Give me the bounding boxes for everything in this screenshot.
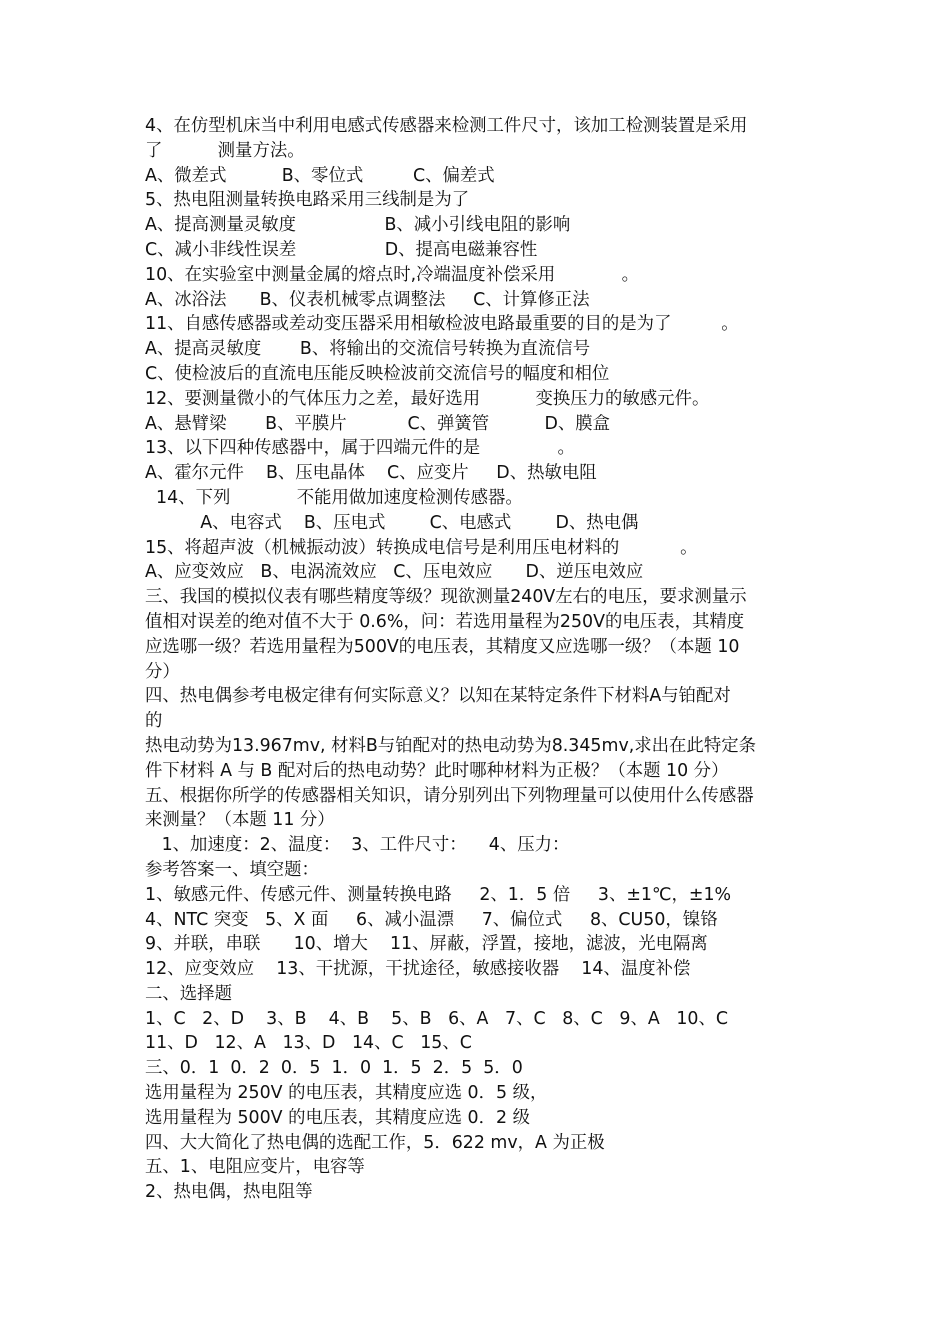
text-line: 了 测量方法。 (145, 140, 305, 161)
text-line: 10、在实验室中测量金属的熔点时,冷端温度补偿采用 。 (145, 264, 639, 285)
text-line: 15、将超声波（机械振动波）转换成电信号是利用压电材料的 。 (145, 537, 698, 558)
text-line: 的 (145, 711, 163, 732)
text-line: 5、热电阻测量转换电路采用三线制是为了 (145, 190, 470, 211)
text-line: 2、热电偶，热电阻等 (145, 1182, 313, 1203)
text-line: 4、NTC 突变 5、X 面 6、减小温漂 7、偏位式 8、CU50，镍铬 (145, 909, 718, 930)
text-line: 4、在仿型机床当中利用电感式传感器来检测工件尺寸，该加工检测装置是采用 (145, 116, 748, 136)
text-line: 四、热电偶参考电极定律有何实际意义？以知在某特定条件下材料A与铂配对 (145, 686, 731, 707)
text-line: 三、我国的模拟仪表有哪些精度等级？现欲测量240V左右的电压，要求测量示 (145, 587, 747, 608)
text-line: 14、下列 不能用做加速度检测传感器。 (145, 487, 523, 508)
text-line: 来测量？（本题 11 分） (145, 810, 335, 831)
text-line: 参考答案一、填空题： (145, 859, 319, 880)
text-line: 二、选择题 (145, 983, 232, 1004)
text-line: 四、大大简化了热电偶的选配工作，5．622 mv，A 为正极 (145, 1132, 605, 1153)
text-line: 12、要测量微小的气体压力之差，最好选用 变换压力的敏感元件。 (145, 388, 710, 409)
text-line: A、冰浴法 B、仪表机械零点调整法 C、计算修正法 (145, 289, 590, 310)
text-line: 件下材料 A 与 B 配对后的热电动势？此时哪种材料为正极？（本题 10 分） (145, 760, 729, 781)
text-line: 9、并联，串联 10、增大 11、屏蔽，浮置，接地，滤波，光电隔离 (145, 934, 708, 955)
text-line: C、使检波后的直流电压能反映检波前交流信号的幅度和相位 (145, 363, 610, 384)
text-line: 应选哪一级？若选用量程为500V的电压表，其精度又应选哪一级？（本题 10 (145, 636, 740, 657)
text-line: 11、D 12、A 13、D 14、C 15、C (145, 1033, 472, 1054)
text-line: 分） (145, 661, 180, 682)
text-line: 1、C 2、D 3、B 4、B 5、B 6、A 7、C 8、C 9、A 10、C (145, 1008, 729, 1029)
text-line: 1、敏感元件、传感元件、测量转换电路 2、1．5 倍 3、±1℃，±1% (145, 884, 732, 905)
text-line: 13、以下四种传感器中，属于四端元件的是 。 (145, 438, 575, 459)
text-line: A、悬臂梁 B、平膜片 C、弹簧管 D、膜盒 (145, 413, 611, 434)
document-body (145, 114, 825, 1205)
text-line: A、电容式 B、压电式 C、电感式 D、热电偶 (145, 512, 639, 533)
text-line: 三、0．1 0．2 0．5 1．0 1．5 2．5 5．0 (145, 1058, 523, 1079)
text-line: A、提高测量灵敏度 B、减小引线电阻的影响 (145, 215, 571, 236)
text-line: 五、1、电阻应变片，电容等 (145, 1157, 365, 1178)
text-line: 11、自感传感器或差动变压器采用相敏检波电路最重要的目的是为了 。 (145, 314, 739, 335)
text-line: 五、根据你所学的传感器相关知识，请分别列出下列物理量可以使用什么传感器 (145, 785, 754, 806)
text-line: 选用量程为 500V 的电压表，其精度应选 0．2 级 (145, 1107, 530, 1128)
text-line: A、微差式 B、零位式 C、偏差式 (145, 165, 495, 186)
text-line: 值相对误差的绝对值不大于 0.6%，问：若选用量程为250V的电压表，其精度 (145, 611, 745, 632)
text-line: 选用量程为 250V 的电压表，其精度应选 0．5 级， (145, 1083, 548, 1104)
text-line: A、提高灵敏度 B、将输出的交流信号转换为直流信号 (145, 339, 591, 360)
text-line: 1、加速度：2、温度： 3、工件尺寸： 4、压力： (145, 835, 570, 856)
text-line: C、减小非线性误差 D、提高电磁兼容性 (145, 239, 538, 260)
text-line: A、霍尔元件 B、压电晶体 C、应变片 D、热敏电阻 (145, 463, 597, 484)
text-line: A、应变效应 B、电涡流效应 C、压电效应 D、逆压电效应 (145, 562, 644, 583)
text-line: 热电动势为13.967mv, 材料B与铂配对的热电动势为8.345mv,求出在此特定条 (145, 735, 756, 756)
text-line: 12、应变效应 13、干扰源，干扰途径，敏感接收器 14、温度补偿 (145, 959, 691, 980)
